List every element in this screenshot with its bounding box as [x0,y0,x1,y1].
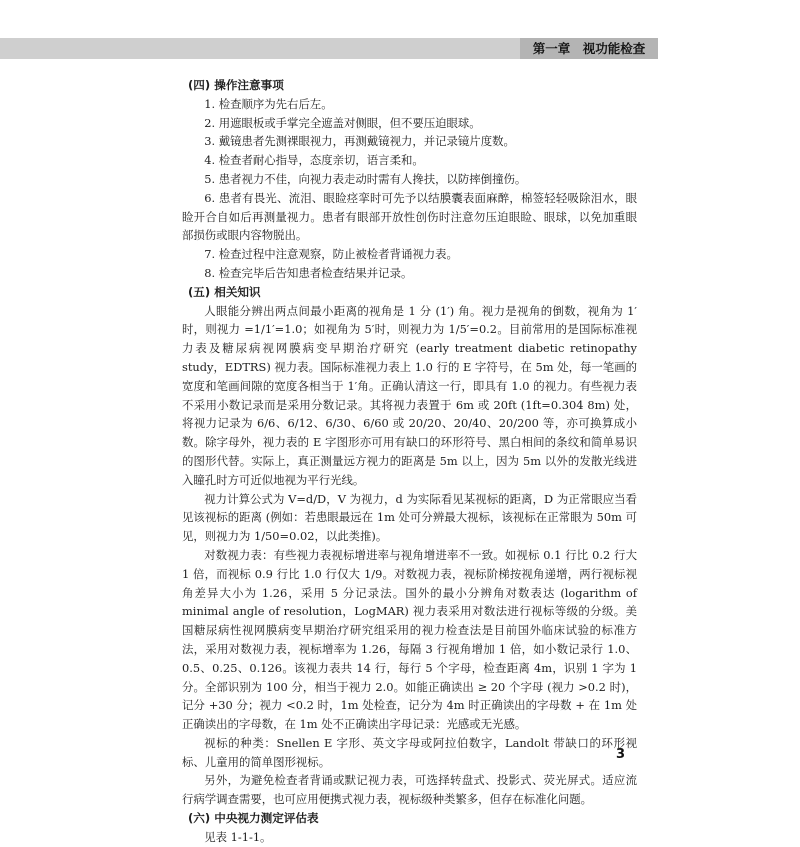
page-number: 3 [616,747,626,762]
list-item: 4. 检查者耐心指导，态度亲切，语言柔和。 [204,153,424,168]
section-heading-related-knowledge: (五) 相关知识 [188,284,261,299]
body-paragraph: 视力计算公式为 V=d/D，V 为视力，d 为实际看见某视标的距离，D 为正常眼应当看见该视标的距离 (例如：若患眼最远在 1m 处可分辨最大视标，该视标在正常眼为 50m 可见，则视力为 1/50=0.02，以此类推)。 [182,491,637,544]
list-item: 7. 检查过程中注意观察，防止被检者背诵视力表。 [204,247,458,262]
page-body [182,76,637,847]
list-item: 5. 患者视力不佳，向视力表走动时需有人搀扶，以防摔倒撞伤。 [204,171,527,186]
body-paragraph: 对数视力表：有些视力表视标增进率与视角增进率不一致。如视标 0.1 行比 0.2 行大 1 倍，而视标 0.9 行比 1.0 行仅大 1/9。对数视力表，视标阶梯按视角递增，两行视标视角差异大小为 1.26，采用 5 分记录法。国外的最小分辨角对数表达 (logarithm of minimal angle of resolution，LogMAR) 视力表采用对数法进行视标等级的分级。美国糖尿病性视网膜病变早期治疗研究组采用的视力检查法是目前国外临床试验的标准方法，采用对数视力表，视标增率为 1.26，每隔 3 行视角增加 1 倍，如小数记录行 1.0、0.5、0.25、0.126。该视力表共 14 行，每行 5 个字母，检查距离 4m，识别 1 字为 1 分。全部识别为 100 分，相当于视力 2.0。如能正确读出 ≥ 20 个字母 (视力 >0.2 时)，记分 +30 分；视力 <0.2 时，1m 处检查，记分为 4m 时正确读出的字母数 + 在 1m 处正确读出的字母数，在 1m 处不正确读出字母记录：光感或无光感。 [182,547,637,732]
list-item: 6. 患者有畏光、流泪、眼睑痉挛时可先予以结膜囊表面麻醉，棉签轻轻吸除泪水，眼睑开合自如后再测量视力。患者有眼部开放性创伤时注意勿压迫眼睑、眼球，以免加重眼部损伤或眼内容物脱出。 [182,190,637,243]
list-item: 3. 戴镜患者先测裸眼视力，再测戴镜视力，并记录镜片度数。 [204,134,515,149]
section-heading-assessment-table: (六) 中央视力测定评估表 [188,811,319,826]
list-item: 2. 用遮眼板或手掌完全遮盖对侧眼，但不要压迫眼球。 [204,115,481,130]
body-paragraph: 另外，为避免检查者背诵或默记视力表，可选择转盘式、投影式、荧光屏式。适应流行病学调查需要，也可应用便携式视力表，视标级种类繁多，但存在标准化问题。 [182,773,637,807]
list-item: 1. 检查顺序为先右后左。 [204,96,333,111]
table-reference: 见表 1-1-1。 [204,829,272,844]
chapter-title: 第一章 视功能检查 [520,38,658,59]
section-heading-precautions: (四) 操作注意事项 [188,78,284,92]
list-item: 8. 检查完毕后告知患者检查结果并记录。 [204,265,413,280]
body-paragraph: 人眼能分辨出两点间最小距离的视角是 1 分 (1′) 角。视力是视角的倒数，视角为 1′时，则视力 =1/1′=1.0；如视角为 5′时，则视力为 1/5′=0.2。目前常用的是国际标准视力表及糖尿病视网膜病变早期治疗研究 (early treatment diabetic retinopathy study，EDTRS) 视力表。国际标准视力表上 1.0 行的 E 字符号，在 5m 处，每一笔画的宽度和笔画间隙的宽度各相当于 1′角。正确认清这一行，即具有 1.0 的视力。有些视力表不采用小数记录而是采用分数记录。其将视力表置于 6m 或 20ft (1ft=0.304 8m) 处，将视力记录为 6/6、6/12、6/30、6/60 或 20/20、20/40、20/200 等，亦可换算成小数。除字母外，视力表的 E 字图形亦可用有缺口的环形符号、黑白相间的条纹和简单易识的图形代替。实际上，真正测量远方视力的距离是 5m 以上，因为 5m 以外的发散光线进入瞳孔时方可近似地视为平行光线。 [182,303,637,487]
body-paragraph: 视标的种类：Snellen E 字形、英文字母或阿拉伯数字，Landolt 带缺口的环形视标、儿童用的简单图形视标。 [182,735,637,769]
